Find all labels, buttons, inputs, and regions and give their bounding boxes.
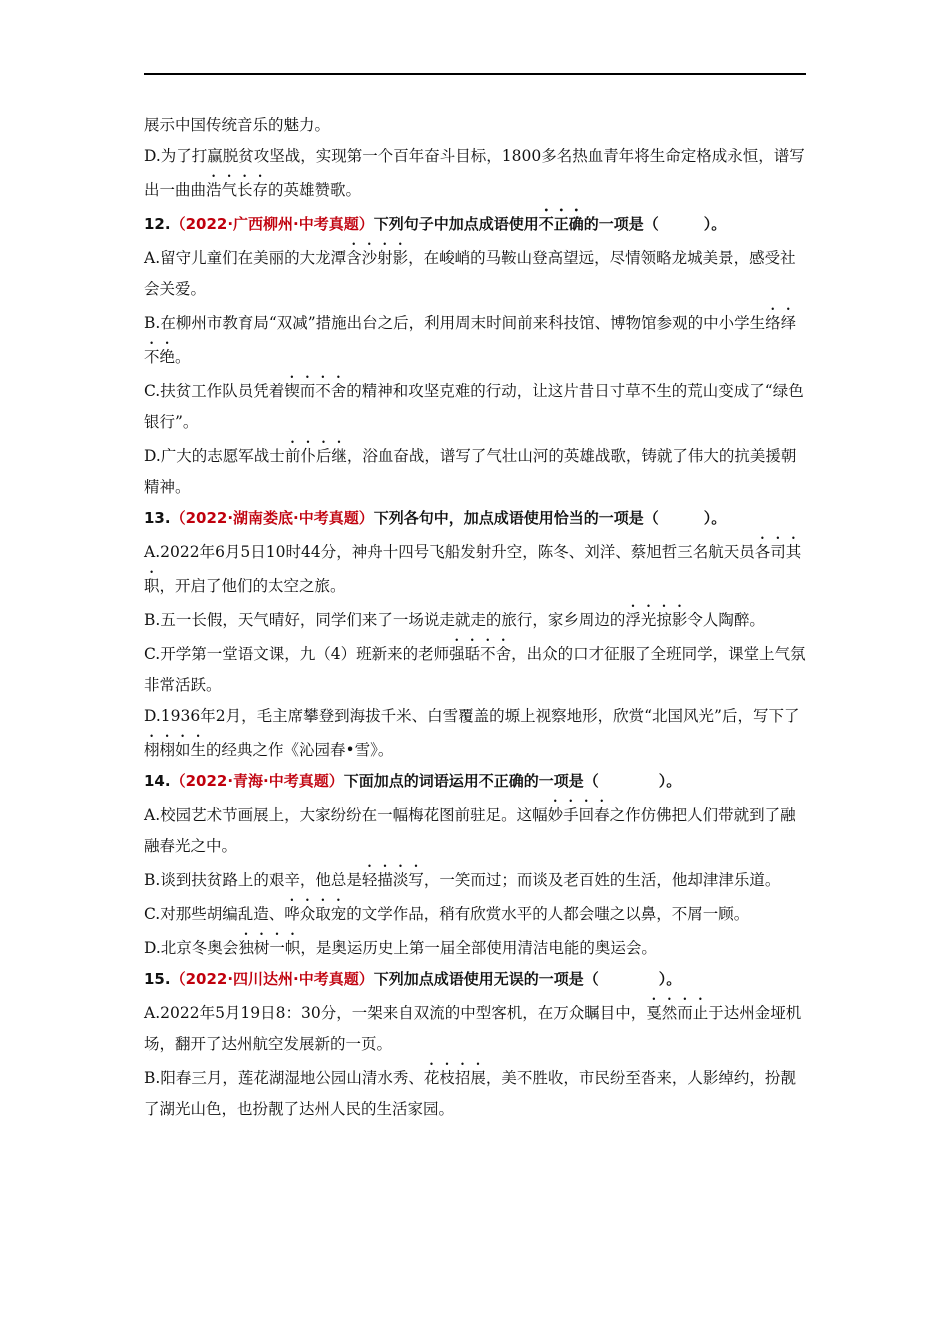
q14-option-c: C.对那些胡编乱造、哗众取宠的文学作品，稍有欣赏水平的人都会嗤之以鼻，不屑一顾。 (144, 905, 750, 923)
question-source: （2022·青海·中考真题） (170, 772, 344, 790)
q13-option-c: C.开学第一堂语文课，九（4）班新来的老师强聒不舍，出众的口才征服了全班同学，课堂上气氛非常活跃。 (144, 645, 806, 694)
question-12-stem: 12.（2022·广西柳州·中考真题）下列句子中加点成语使用不正确的一项是（ ）。 (144, 215, 727, 233)
q14-option-b: B.谈到扶贫路上的艰辛，他总是轻描淡写，一笑而过；而谈及老百姓的生活，他却津津乐道。 (144, 871, 781, 889)
q13-option-a: A.2022年6月5日10时44分，神舟十四号飞船发射升空，陈冬、刘洋、蔡旭哲三名航天员各司其职，开启了他们的太空之旅。 (144, 543, 802, 595)
q13-option-d: D.1936年2月，毛主席攀登到海拔千米、白雪覆盖的塬上视察地形，欣赏“北国风光”后，写下了栩栩如生的经典之作《沁园春•雪》。 (144, 707, 800, 759)
header-rule (144, 73, 806, 75)
document-body (144, 110, 808, 1125)
q14-option-a: A.校园艺术节画展上，大家纷纷在一幅梅花图前驻足。这幅妙手回春之作仿佛把人们带就到了融融春光之中。 (144, 806, 796, 855)
q12-option-d: D.广大的志愿军战士前仆后继，浴血奋战，谱写了气壮山河的英雄战歌，铸就了伟大的抗美援朝精神。 (144, 447, 797, 496)
text-line: 展示中国传统音乐的魅力。 (144, 116, 331, 134)
option-d-prev: D.为了打赢脱贫攻坚战，实现第一个百年奋斗目标，1800多名热血青年将生命定格成永恒，谱写出一曲曲浩气长存的英雄赞歌。 (144, 147, 805, 199)
q14-option-d: D.北京冬奥会独树一帜，是奥运历史上第一届全部使用清洁电能的奥运会。 (144, 939, 657, 957)
question-source: （2022·湖南娄底·中考真题） (170, 509, 374, 527)
q12-option-c: C.扶贫工作队员凭着锲而不舍的精神和攻坚克难的行动，让这片昔日寸草不生的荒山变成了“绿色银行”。 (144, 382, 804, 431)
question-15-stem: 15.（2022·四川达州·中考真题）下列加点成语使用无误的一项是（ ）。 (144, 970, 682, 988)
q15-option-b: B.阳春三月，莲花湖湿地公园山清水秀、花枝招展，美不胜收，市民纷至沓来，人影绰约，扮靓了湖光山色，也扮靓了达州人民的生活家园。 (144, 1069, 796, 1118)
q15-option-a: A.2022年5月19日8：30分，一架来自双流的中型客机，在万众瞩目中，戛然而止于达州金垭机场，翻开了达州航空发展新的一页。 (144, 1004, 802, 1053)
question-13-stem: 13.（2022·湖南娄底·中考真题）下列各句中，加点成语使用恰当的一项是（ ）。 (144, 509, 727, 527)
question-source: （2022·四川达州·中考真题） (170, 970, 374, 988)
question-14-stem: 14.（2022·青海·中考真题）下面加点的词语运用不正确的一项是（ ）。 (144, 772, 682, 790)
q12-option-a: A.留守儿童们在美丽的大龙潭含沙射影，在峻峭的马鞍山登高望远，尽情领略龙城美景，感受社会关爱。 (144, 249, 796, 298)
question-source: （2022·广西柳州·中考真题） (170, 215, 374, 233)
q13-option-b: B.五一长假，天气晴好，同学们来了一场说走就走的旅行，家乡周边的浮光掠影令人陶醉。 (144, 611, 765, 629)
q12-option-b: B.在柳州市教育局“双减”措施出台之后，利用周末时间前来科技馆、博物馆参观的中小学生络绎不绝。 (144, 314, 797, 366)
